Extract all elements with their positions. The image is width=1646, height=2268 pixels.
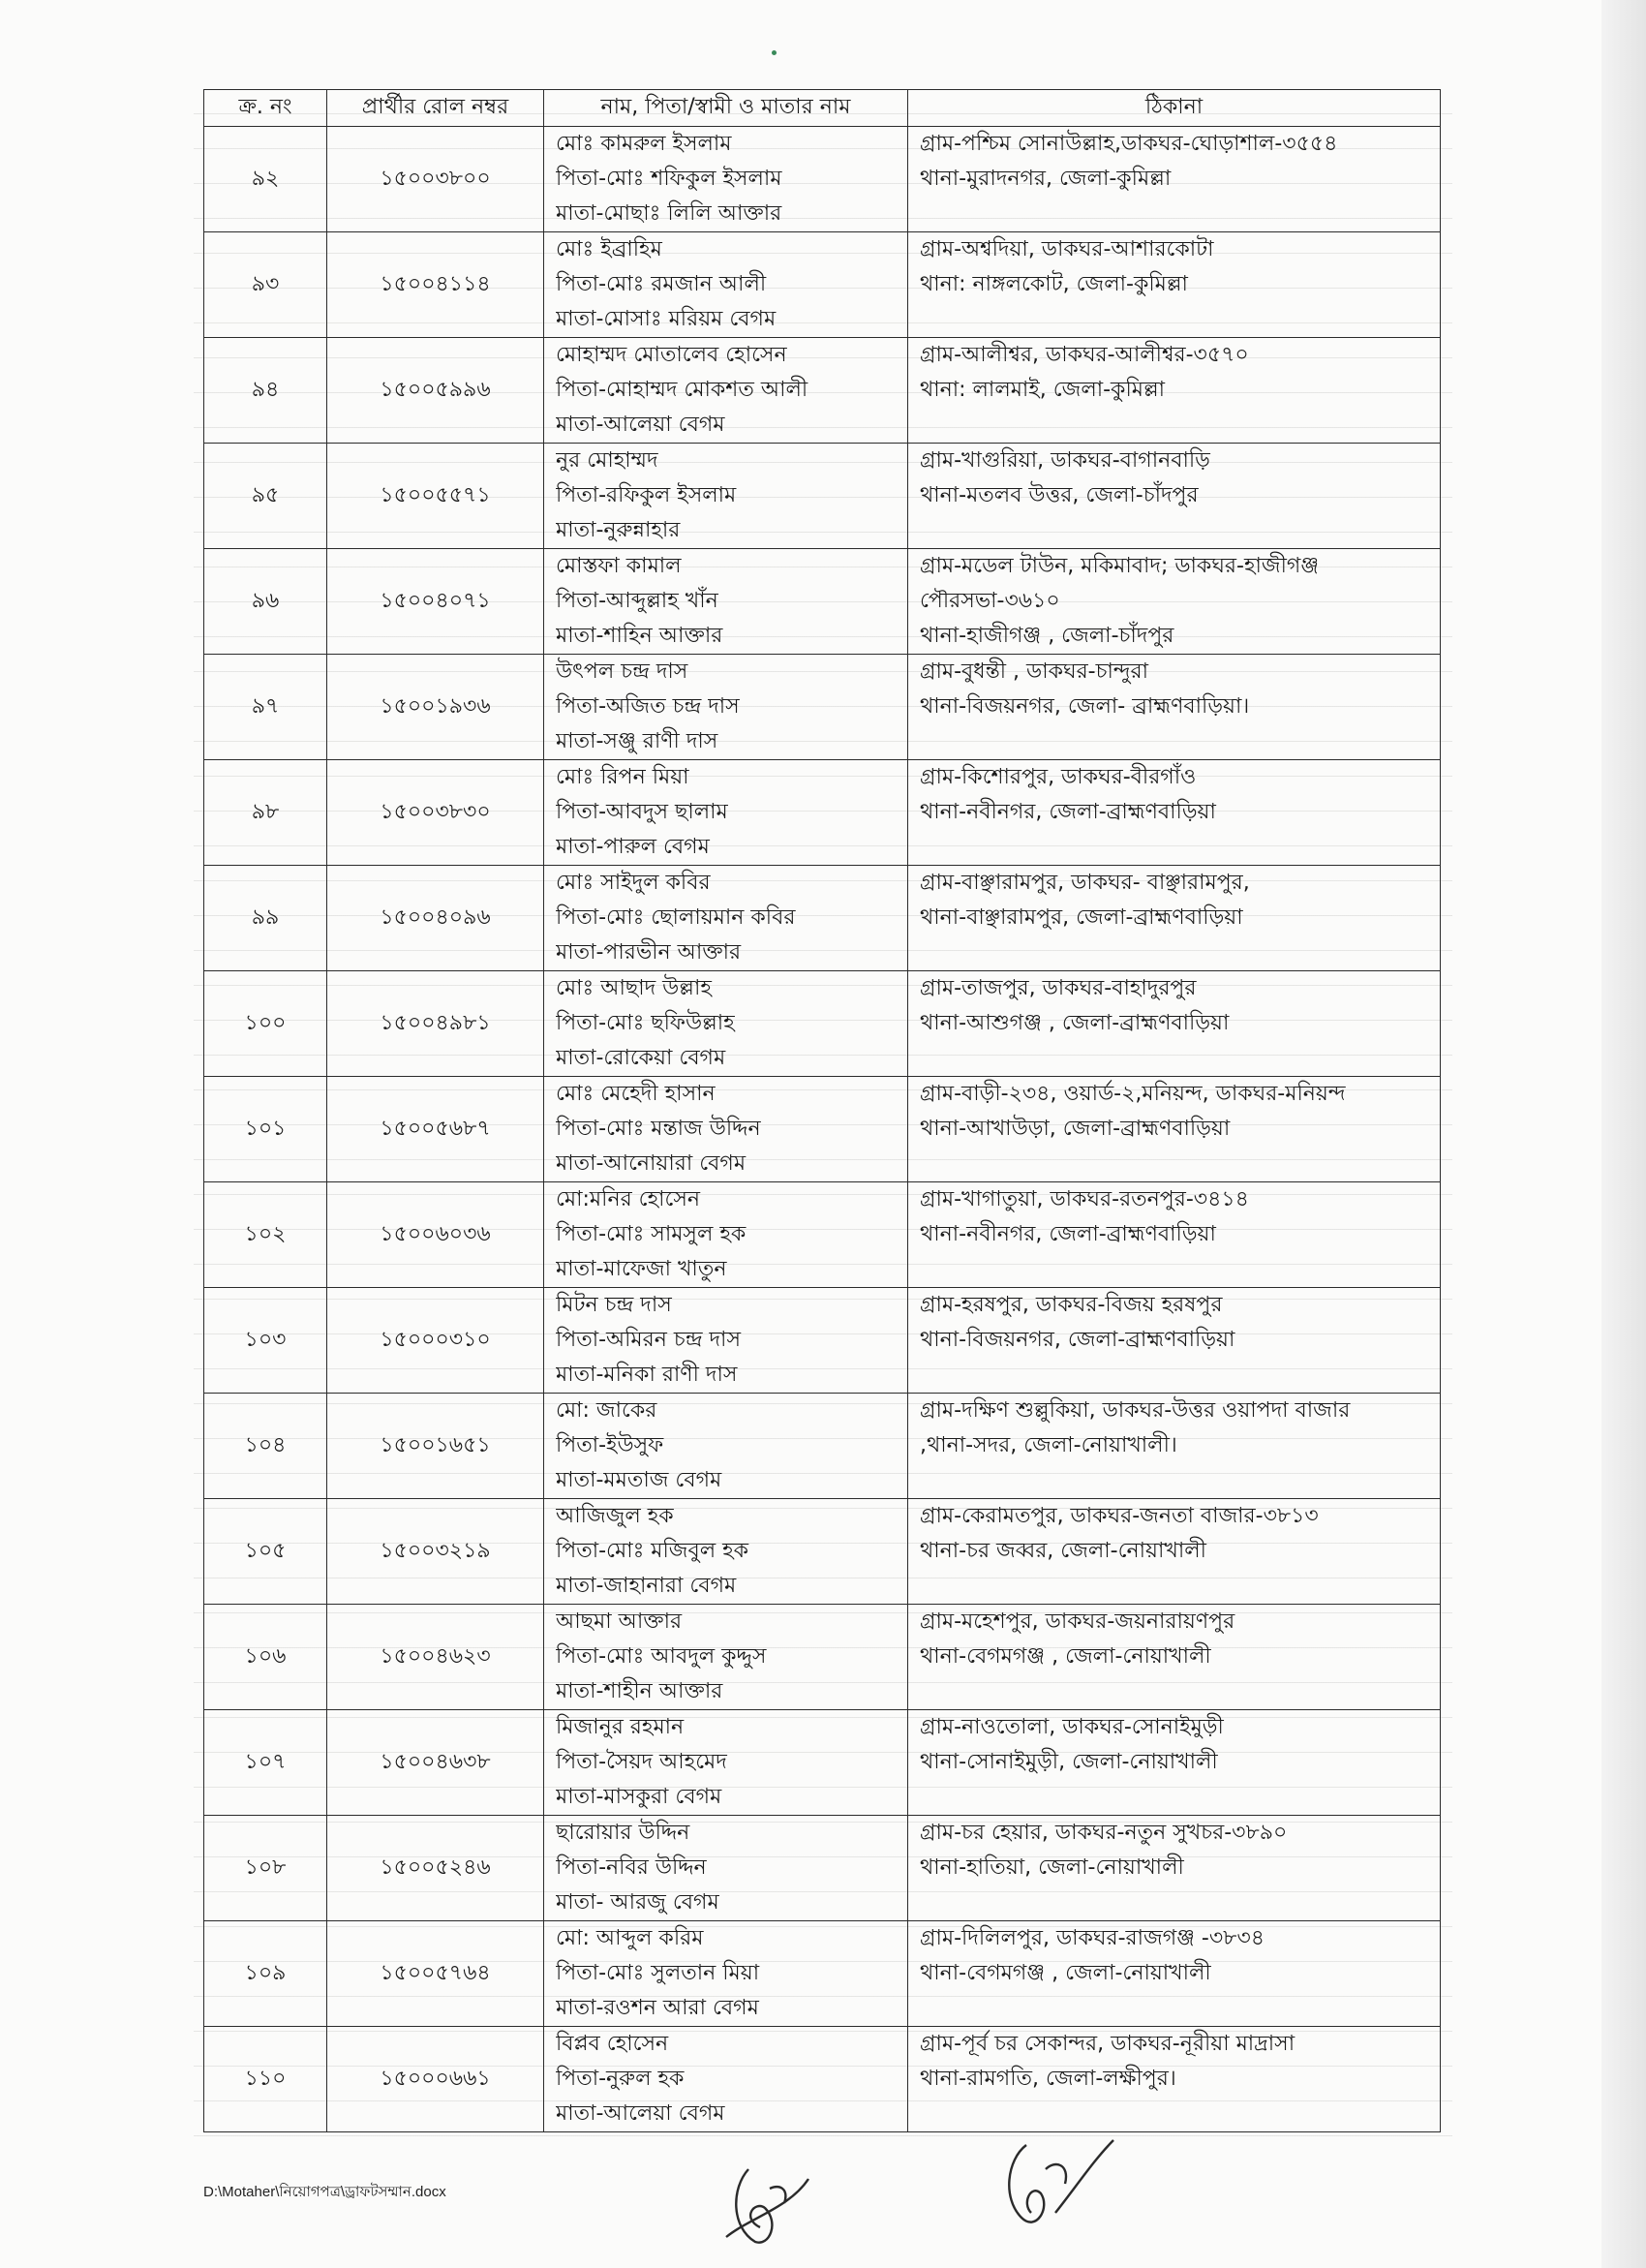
candidate-name: মো:মনির হোসেন [556, 1187, 701, 1211]
serial-number: ১০৫ [244, 1538, 287, 1563]
table-row [204, 655, 1441, 760]
candidate-name: মিটন চন্দ্র দাস [556, 1293, 672, 1317]
serial-cell [204, 1921, 327, 2027]
father-name: পিতা-অজিত চন্দ্র দাস [556, 694, 740, 719]
address-line-2: থানা-বিজয়নগর, জেলা-ব্রাহ্মণবাড়িয়া [920, 1328, 1235, 1352]
address-line-1: গ্রাম-বাঞ্ছারামপুর, ডাকঘর- বাঞ্ছারামপুর, [920, 871, 1250, 895]
mother-name: মাতা-পারভীন আক্তার [556, 940, 742, 965]
serial-cell [204, 760, 327, 866]
father-name: পিতা-মোঃ মন্তাজ উদ্দিন [556, 1117, 761, 1141]
father-name: পিতা-মোঃ মজিবুল হক [556, 1539, 749, 1563]
serial-number: ৯৮ [251, 799, 280, 824]
address-line-1: গ্রাম-খাগাতুয়া, ডাকঘর-রতনপুর-৩৪১৪ [920, 1187, 1249, 1211]
roll-cell [327, 1499, 544, 1605]
address-line-3 [920, 1252, 1440, 1287]
names-cell [544, 971, 908, 1077]
serial-cell [204, 232, 327, 338]
footer-file-path: D:\Motaher\নিয়োগপত্র\ড্রাফটসম্মান.docx [203, 2184, 446, 2200]
address-line-3 [920, 302, 1440, 337]
serial-cell [204, 1710, 327, 1816]
address-cell [908, 1499, 1441, 1605]
address-line-1: গ্রাম-অশ্বদিয়া, ডাকঘর-আশারকোটা [920, 237, 1214, 261]
address-cell [908, 1182, 1441, 1288]
roll-number: ১৫০০৪৯৮১ [380, 1010, 491, 1035]
roll-cell [327, 655, 544, 760]
table-row [204, 1499, 1441, 1605]
names-cell [544, 1499, 908, 1605]
serial-number: ১০০ [244, 1010, 287, 1035]
address-line-3 [920, 724, 1440, 759]
address-cell [908, 1710, 1441, 1816]
address-cell [908, 1921, 1441, 2027]
candidate-name: মোঃ আছাদ উল্লাহ [556, 976, 712, 1000]
table-row [204, 232, 1441, 338]
address-cell [908, 232, 1441, 338]
address-line-2: থানা-বিজয়নগর, জেলা- ব্রাহ্মণবাড়িয়া। [920, 694, 1250, 719]
address-line-1: গ্রাম-দক্ষিণ শুল্লুকিয়া, ডাকঘর-উত্তর ওয়াপদা বাজার [920, 1398, 1351, 1423]
address-line-1: গ্রাম-তাজপুর, ডাকঘর-বাহাদুরপুর [920, 976, 1197, 1000]
candidate-name: মোঃ সাইদুল কবির [556, 871, 711, 895]
names-cell [544, 1077, 908, 1182]
mother-name: মাতা-মমতাজ বেগম [556, 1468, 722, 1492]
names-cell [544, 444, 908, 549]
serial-number: ১০১ [244, 1116, 287, 1141]
table-row [204, 1816, 1441, 1921]
address-line-2: থানা-বেগমগঞ্জ , জেলা-নোয়াখালী [920, 1961, 1211, 1985]
candidate-name: উৎপল চন্দ্র দাস [556, 659, 688, 684]
serial-number: ৯২ [251, 166, 280, 191]
address-cell [908, 655, 1441, 760]
roll-cell [327, 760, 544, 866]
table-row [204, 444, 1441, 549]
roll-number: ১৫০০৪৬৩৮ [380, 1749, 491, 1774]
address-line-2: থানা-চর জব্বর, জেলা-নোয়াখালী [920, 1539, 1206, 1563]
address-line-3 [920, 1569, 1440, 1604]
mother-name: মাতা-আলেয়া বেগম [556, 2101, 725, 2126]
address-line-3 [920, 408, 1440, 443]
address-line-1: গ্রাম-মডেল টাউন, মকিমাবাদ; ডাকঘর-হাজীগঞ্জ [920, 554, 1320, 578]
table-row [204, 127, 1441, 232]
serial-cell [204, 655, 327, 760]
mother-name: মাতা-রোকেয়া বেগম [556, 1046, 726, 1070]
father-name: পিতা-মোঃ সামসুল হক [556, 1222, 747, 1246]
roll-cell [327, 338, 544, 444]
father-name: পিতা-মোহাম্মদ মোকশত আলী [556, 378, 808, 402]
address-line-3 [920, 1147, 1440, 1181]
roll-cell [327, 1921, 544, 2027]
roll-number: ১৫০০৩৮০০ [380, 166, 491, 191]
father-name: পিতা-নুরুল হক [556, 2067, 685, 2091]
serial-number: ৯৯ [251, 904, 280, 930]
mother-name: মাতা-মনিকা রাণী দাস [556, 1363, 738, 1387]
table-row [204, 1288, 1441, 1394]
serial-number: ৯৩ [251, 271, 280, 296]
serial-cell [204, 338, 327, 444]
address-cell [908, 866, 1441, 971]
serial-cell [204, 1499, 327, 1605]
roll-number: ১৫০০০৩১০ [380, 1327, 491, 1352]
candidate-name: মোঃ ইব্রাহিম [556, 237, 662, 261]
address-line-1: গ্রাম-মহেশপুর, ডাকঘর-জয়নারায়ণপুর [920, 1609, 1235, 1634]
father-name: পিতা-মোঃ আবদুল কুদ্দুস [556, 1644, 767, 1669]
mother-name: মাতা-আনোয়ারা বেগম [556, 1151, 747, 1176]
address-cell [908, 444, 1441, 549]
address-cell [908, 2027, 1441, 2132]
father-name: পিতা-আবদুস ছালাম [556, 800, 728, 824]
serial-cell [204, 444, 327, 549]
table-row [204, 1605, 1441, 1710]
candidate-name: মোঃ মেহেদী হাসান [556, 1082, 716, 1106]
roll-cell [327, 444, 544, 549]
roll-number: ১৫০০৪০৭১ [380, 588, 491, 613]
roll-number: ১৫০০৫৯৯৬ [380, 377, 491, 402]
serial-cell [204, 549, 327, 655]
address-line-3 [920, 1780, 1440, 1815]
roll-cell [327, 1288, 544, 1394]
mother-name: মাতা-মোসাঃ মরিয়ম বেগম [556, 307, 777, 331]
address-line-1: গ্রাম-বুধন্তী , ডাকঘর-চান্দুরা [920, 659, 1149, 684]
roll-cell [327, 232, 544, 338]
address-line-3 [920, 830, 1440, 865]
address-line-2: থানা-বাঞ্ছারামপুর, জেলা-ব্রাহ্মণবাড়িয়া [920, 905, 1243, 930]
father-name: পিতা-মোঃ ছফিউল্লাহ [556, 1011, 735, 1035]
candidate-name: মো: জাকের [556, 1398, 657, 1423]
roll-number: ১৫০০৩৮৩০ [380, 799, 491, 824]
address-line-3 [920, 2097, 1440, 2131]
address-line-3 [920, 935, 1440, 970]
serial-number: ১০৬ [244, 1643, 287, 1669]
candidate-name: আছমা আক্তার [556, 1609, 683, 1634]
address-line-1: গ্রাম-আলীশ্বর, ডাকঘর-আলীশ্বর-৩৫৭০ [920, 343, 1249, 367]
address-line-2: থানা-আশুগঞ্জ , জেলা-ব্রাহ্মণবাড়িয়া [920, 1011, 1230, 1035]
header-names: নাম, পিতা/স্বামী ও মাতার নাম [544, 90, 908, 127]
address-cell [908, 1394, 1441, 1499]
roll-cell [327, 1605, 544, 1710]
mother-name: মাতা-নুরুন্নাহার [556, 518, 681, 542]
address-line-1: গ্রাম-খাগুরিয়া, ডাকঘর-বাগানবাড়ি [920, 448, 1210, 473]
father-name: পিতা-মোঃ ছোলায়মান কবির [556, 905, 796, 930]
address-line-1: গ্রাম-নাওতোলা, ডাকঘর-সোনাইমুড়ী [920, 1715, 1224, 1739]
names-cell [544, 127, 908, 232]
roll-cell [327, 549, 544, 655]
names-cell [544, 232, 908, 338]
mother-name: মাতা-আলেয়া বেগম [556, 413, 725, 437]
mother-name: মাতা-শাহিন আক্তার [556, 624, 723, 648]
address-line-3 [920, 1358, 1440, 1393]
serial-cell [204, 1394, 327, 1499]
address-line-2: থানা-মতলব উত্তর, জেলা-চাঁদপুর [920, 483, 1199, 507]
address-line-2: থানা-মুরাদনগর, জেলা-কুমিল্লা [920, 167, 1172, 191]
address-line-2: থানা-সোনাইমুড়ী, জেলা-নোয়াখালী [920, 1750, 1218, 1774]
serial-cell [204, 1077, 327, 1182]
address-line-3: থানা-হাজীগঞ্জ , জেলা-চাঁদপুর [920, 624, 1174, 648]
roll-number: ১৫০০৫২৪৬ [380, 1854, 491, 1880]
roll-cell [327, 1182, 544, 1288]
names-cell [544, 760, 908, 866]
serial-cell [204, 1605, 327, 1710]
signature-right [997, 2130, 1123, 2247]
address-cell [908, 760, 1441, 866]
names-cell [544, 1288, 908, 1394]
address-line-3 [920, 1885, 1440, 1920]
roll-number: ১৫০০১৬৫১ [380, 1432, 491, 1457]
candidate-name: ছারোয়ার উদ্দিন [556, 1821, 690, 1845]
roll-number: ১৫০০৫৫৭১ [380, 482, 491, 507]
serial-number: ১০৭ [244, 1749, 287, 1774]
names-cell [544, 1710, 908, 1816]
father-name: পিতা-সৈয়দ আহমেদ [556, 1750, 727, 1774]
address-line-1: গ্রাম-বাড়ী-২৩৪, ওয়ার্ড-২,মনিয়ন্দ, ডাকঘর-মনিয়ন্দ [920, 1082, 1346, 1106]
roll-cell [327, 127, 544, 232]
serial-cell [204, 1182, 327, 1288]
table-row [204, 549, 1441, 655]
serial-cell [204, 971, 327, 1077]
candidate-table [203, 89, 1441, 2132]
serial-number: ৯৪ [251, 377, 280, 402]
serial-number: ১০৮ [244, 1854, 287, 1880]
names-cell [544, 1605, 908, 1710]
candidate-name: আজিজুল হক [556, 1504, 674, 1528]
candidate-name: মিজানুর রহমান [556, 1715, 685, 1739]
header-serial: ক্র. নং [204, 90, 327, 127]
names-cell [544, 2027, 908, 2132]
serial-cell [204, 866, 327, 971]
serial-number: ৯৫ [251, 482, 280, 507]
address-line-1: গ্রাম-চর হেয়ার, ডাকঘর-নতুন সুখচর-৩৮৯০ [920, 1821, 1288, 1845]
roll-cell [327, 971, 544, 1077]
mother-name: মাতা-সঞ্জু রাণী দাস [556, 729, 718, 753]
address-cell [908, 1288, 1441, 1394]
candidate-name: বিপ্লব হোসেন [556, 2032, 669, 2056]
mother-name: মাতা-পারুল বেগম [556, 835, 710, 859]
address-line-2: থানা-রামগতি, জেলা-লক্ষীপুর। [920, 2067, 1176, 2091]
father-name: পিতা-রফিকুল ইসলাম [556, 483, 737, 507]
candidate-name: মোঃ রিপন মিয়া [556, 765, 689, 789]
address-cell [908, 1605, 1441, 1710]
table-row [204, 1710, 1441, 1816]
address-cell [908, 127, 1441, 232]
table-row [204, 866, 1441, 971]
roll-number: ১৫০০৫৭৬৪ [380, 1960, 491, 1985]
address-line-1: গ্রাম-পূর্ব চর সেকান্দর, ডাকঘর-নূরীয়া মাদ্রাসা [920, 2032, 1295, 2056]
roll-cell [327, 1710, 544, 1816]
candidate-name: মোঃ কামরুল ইসলাম [556, 132, 732, 156]
address-line-3 [920, 1674, 1440, 1709]
father-name: পিতা-অমিরন চন্দ্র দাস [556, 1328, 741, 1352]
roll-number: ১৫০০৪০৯৬ [380, 904, 491, 930]
roll-number: ১৫০০৪৬২৩ [380, 1643, 491, 1669]
table-row [204, 338, 1441, 444]
table-row [204, 1182, 1441, 1288]
address-cell [908, 971, 1441, 1077]
father-name: পিতা-আব্দুল্লাহ খাঁন [556, 589, 718, 613]
serial-number: ১০২ [244, 1221, 287, 1246]
mother-name: মাতা-রওশন আরা বেগম [556, 1996, 759, 2020]
mother-name: মাতা- আরজু বেগম [556, 1890, 719, 1915]
candidate-name: মোস্তফা কামাল [556, 554, 682, 578]
ink-dot [772, 50, 777, 55]
mother-name: মাতা-শাহীন আক্তার [556, 1679, 723, 1703]
address-line-2: থানা-আখাউড়া, জেলা-ব্রাহ্মণবাড়িয়া [920, 1117, 1231, 1141]
names-cell [544, 866, 908, 971]
roll-cell [327, 1077, 544, 1182]
roll-cell [327, 1394, 544, 1499]
father-name: পিতা-ইউসুফ [556, 1433, 664, 1457]
names-cell [544, 1182, 908, 1288]
table-row [204, 971, 1441, 1077]
roll-number: ১৫০০৬০৩৬ [380, 1221, 491, 1246]
address-line-2: থানা-বেগমগঞ্জ , জেলা-নোয়াখালী [920, 1644, 1211, 1669]
father-name: পিতা-মোঃ সুলতান মিয়া [556, 1961, 760, 1985]
table-row [204, 2027, 1441, 2132]
page-edge-shadow [1601, 0, 1646, 2268]
address-cell [908, 1816, 1441, 1921]
address-line-2: পৌরসভা-৩৬১০ [920, 589, 1060, 613]
address-line-2: থানা-নবীনগর, জেলা-ব্রাহ্মণবাড়িয়া [920, 1222, 1216, 1246]
address-line-1: গ্রাম-কেরামতপুর, ডাকঘর-জনতা বাজার-৩৮১৩ [920, 1504, 1319, 1528]
names-cell [544, 338, 908, 444]
table-header-row [204, 90, 1441, 127]
address-line-3 [920, 197, 1440, 231]
father-name: পিতা-মোঃ রমজান আলী [556, 272, 767, 296]
serial-cell [204, 2027, 327, 2132]
mother-name: মাতা-মাসকুরা বেগম [556, 1785, 722, 1809]
address-line-2: থানা: লালমাই, জেলা-কুমিল্লা [920, 378, 1165, 402]
names-cell [544, 549, 908, 655]
address-line-3 [920, 1041, 1440, 1076]
roll-number: ১৫০০০৬৬১ [380, 2066, 491, 2091]
serial-number: ৯৬ [251, 588, 280, 613]
serial-number: ১০৪ [244, 1432, 287, 1457]
address-line-1: গ্রাম-কিশোরপুর, ডাকঘর-বীরগাঁও [920, 765, 1197, 789]
address-line-2: থানা-নবীনগর, জেলা-ব্রাহ্মণবাড়িয়া [920, 800, 1216, 824]
header-roll: প্রার্থীর রোল নম্বর [327, 90, 544, 127]
mother-name: মাতা-মাফেজা খাতুন [556, 1257, 727, 1281]
roll-number: ১৫০০৩২১৯ [380, 1538, 491, 1563]
serial-cell [204, 1288, 327, 1394]
address-line-3 [920, 513, 1440, 548]
serial-cell [204, 1816, 327, 1921]
header-address: ঠিকানা [908, 90, 1441, 127]
names-cell [544, 1394, 908, 1499]
candidate-name: মোহাম্মদ মোতালেব হোসেন [556, 343, 787, 367]
address-line-2: থানা: নাঙ্গলকোট, জেলা-কুমিল্লা [920, 272, 1188, 296]
address-line-2: ,থানা-সদর, জেলা-নোয়াখালী। [920, 1433, 1177, 1457]
candidate-name: নুর মোহাম্মদ [556, 448, 658, 473]
address-line-3 [920, 1991, 1440, 2026]
candidate-name: মো: আব্দুল করিম [556, 1926, 704, 1950]
table-row [204, 1921, 1441, 2027]
names-cell [544, 1921, 908, 2027]
mother-name: মাতা-জাহানারা বেগম [556, 1574, 737, 1598]
table-row [204, 1077, 1441, 1182]
father-name: পিতা-মোঃ শফিকুল ইসলাম [556, 167, 782, 191]
address-cell [908, 549, 1441, 655]
address-line-3 [920, 1463, 1440, 1498]
mother-name: মাতা-মোছাঃ লিলি আক্তার [556, 201, 782, 226]
names-cell [544, 655, 908, 760]
roll-cell [327, 866, 544, 971]
roll-cell [327, 2027, 544, 2132]
serial-cell [204, 127, 327, 232]
names-cell [544, 1816, 908, 1921]
serial-number: ১০৯ [244, 1960, 287, 1985]
address-cell [908, 1077, 1441, 1182]
serial-number: ১০৩ [244, 1327, 287, 1352]
roll-number: ১৫০০১৯৩৬ [380, 693, 491, 719]
address-line-2: থানা-হাতিয়া, জেলা-নোয়াখালী [920, 1855, 1184, 1880]
father-name: পিতা-নবির উদ্দিন [556, 1855, 707, 1880]
roll-number: ১৫০০৪১১৪ [380, 271, 491, 296]
roll-cell [327, 1816, 544, 1921]
serial-number: ১১০ [244, 2066, 287, 2091]
address-line-1: গ্রাম-দিলিলপুর, ডাকঘর-রাজগঞ্জ -৩৮৩৪ [920, 1926, 1265, 1950]
serial-number: ৯৭ [251, 693, 280, 719]
address-line-1: গ্রাম-হরষপুর, ডাকঘর-বিজয় হরষপুর [920, 1293, 1223, 1317]
signature-left [712, 2150, 818, 2256]
address-line-1: গ্রাম-পশ্চিম সোনাউল্লাহ,ডাকঘর-ঘোড়াশাল-৩৫৫৪ [920, 132, 1338, 156]
address-cell [908, 338, 1441, 444]
table-row [204, 1394, 1441, 1499]
table-row [204, 760, 1441, 866]
roll-number: ১৫০০৫৬৮৭ [380, 1116, 491, 1141]
